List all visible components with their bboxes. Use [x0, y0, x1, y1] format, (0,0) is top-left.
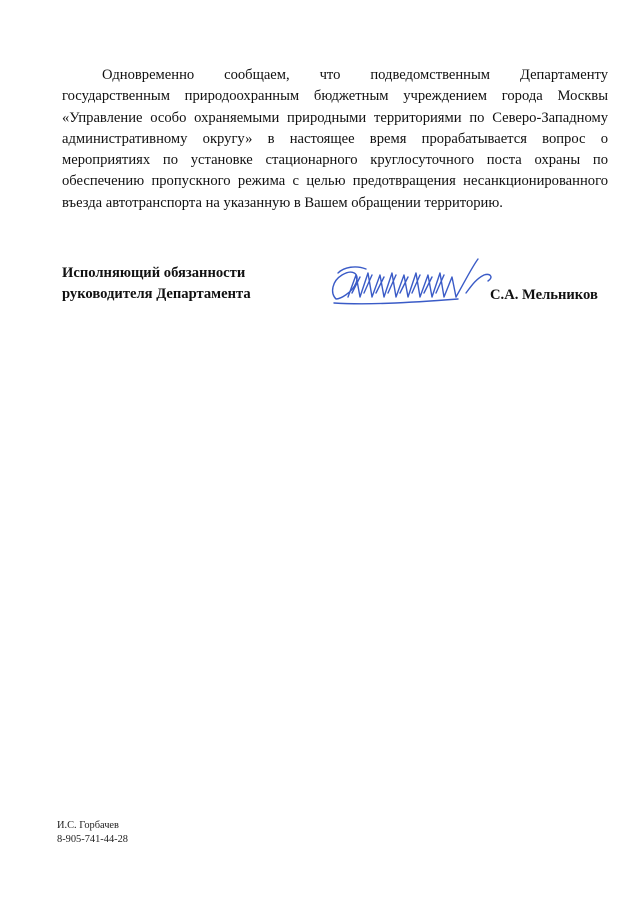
signatory-name: С.А. Мельников	[490, 287, 598, 303]
signatory-title	[62, 263, 302, 305]
executor-phone: 8-905-741-44-28	[57, 834, 128, 845]
signatory-title-line1: Исполняющий обязанности	[62, 265, 246, 281]
executor-info	[57, 819, 128, 847]
body-paragraph: Одновременно сообщаем, что подведомственным Департаменту государственным природоохранным бюджетным учреждением города Москвы «Управление особо охраняемыми природными территориями по Северо-Западному административному округу» в настоящее время прорабатывается вопрос о мероприятиях по установке стационарного круглосуточного поста охраны по обеспечению пропускного режима с целью предотвращения несанкционированного въезда автотранспорта на указанную в Вашем обращении территорию.	[62, 67, 608, 211]
handwritten-signature	[326, 253, 498, 313]
executor-name: И.С. Горбачев	[57, 820, 119, 831]
signatory-title-line2: руководителя Департамента	[62, 286, 251, 302]
signature-block	[62, 263, 608, 323]
